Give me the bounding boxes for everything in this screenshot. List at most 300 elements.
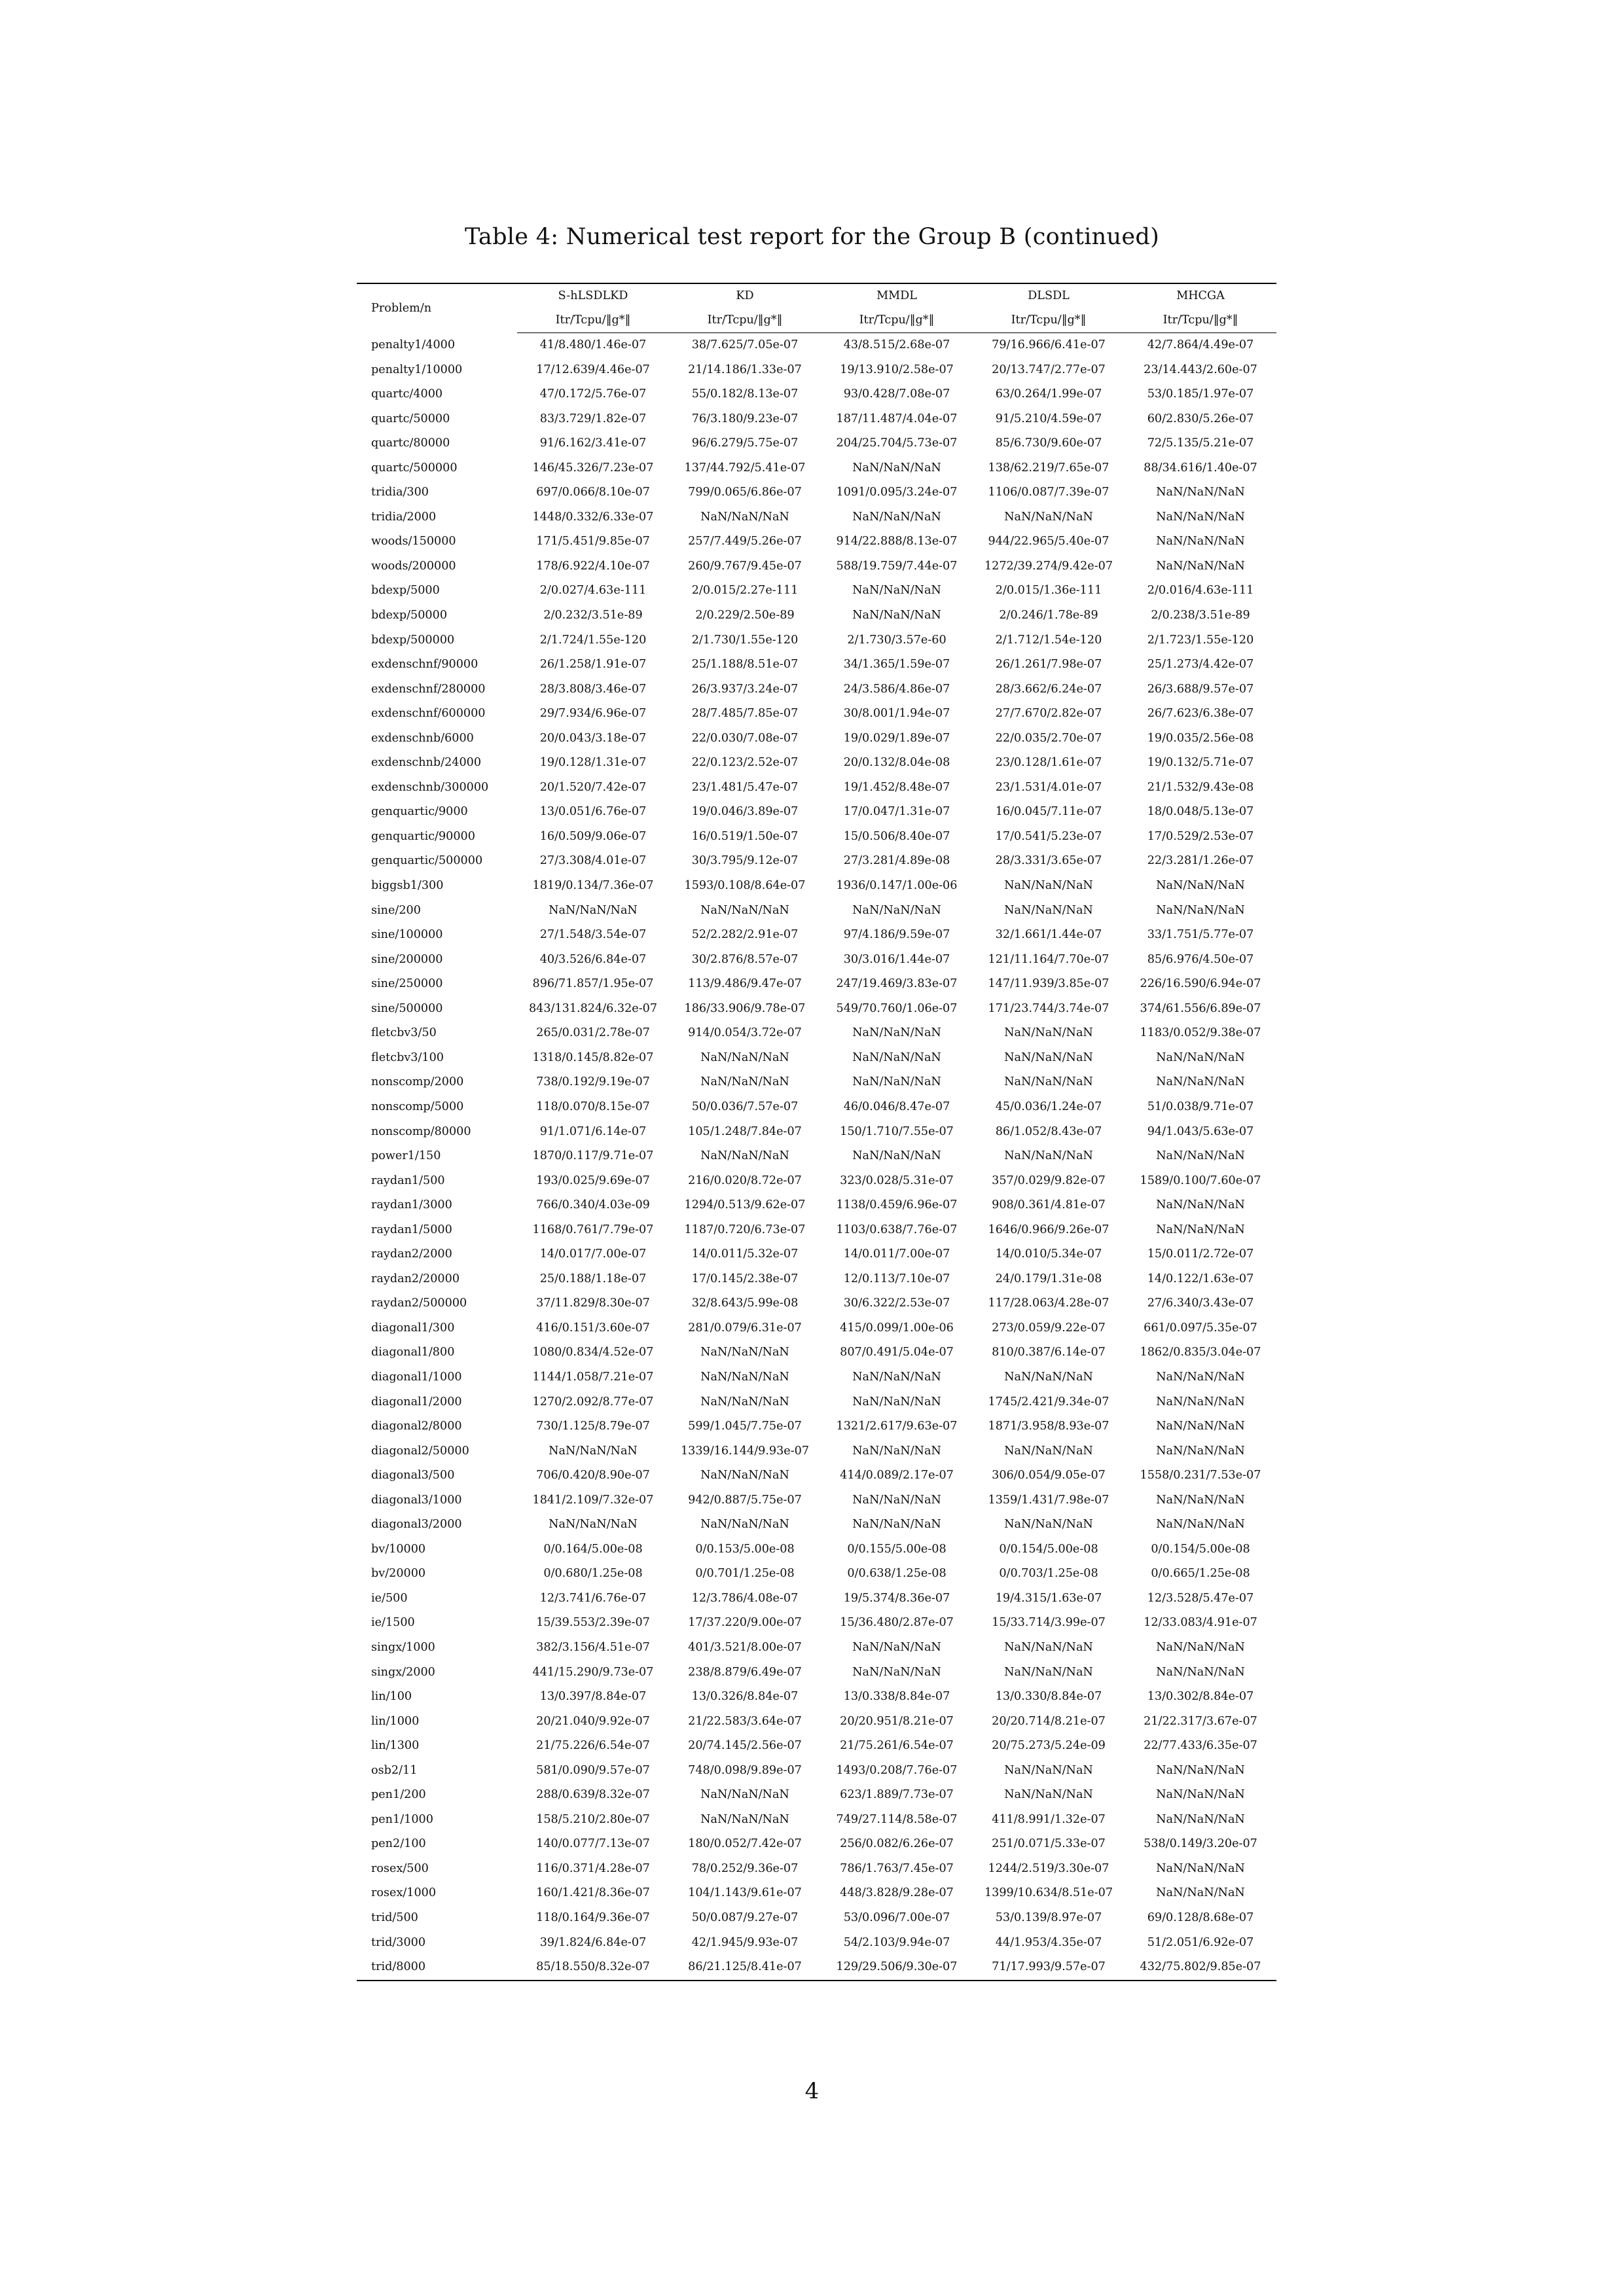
result-cell: 121/11.164/7.70e-07 bbox=[988, 952, 1110, 966]
result-cell: 20/75.273/5.24e-09 bbox=[992, 1739, 1106, 1753]
result-cell: 896/71.857/1.95e-07 bbox=[532, 977, 654, 991]
result-cell: 160/1.421/8.36e-07 bbox=[536, 1886, 650, 1900]
result-cell: 2/1.730/3.57e-60 bbox=[847, 633, 947, 647]
table-row bbox=[357, 358, 1276, 383]
result-cell: 171/23.744/3.74e-07 bbox=[988, 1001, 1110, 1015]
result-cell: 24/3.586/4.86e-07 bbox=[843, 682, 950, 696]
result-cell: 171/5.451/9.85e-07 bbox=[536, 535, 650, 548]
result-cell: 14/0.011/7.00e-07 bbox=[843, 1247, 950, 1261]
result-cell: NaN/NaN/NaN bbox=[1156, 1788, 1245, 1802]
result-cell: 441/15.290/9.73e-07 bbox=[532, 1665, 654, 1679]
table-row bbox=[357, 1414, 1276, 1439]
result-cell: 1359/1.431/7.98e-07 bbox=[988, 1493, 1110, 1507]
table-row bbox=[357, 1120, 1276, 1145]
result-cell: 2/0.016/4.63e-111 bbox=[1147, 584, 1254, 598]
result-cell: 60/2.830/5.26e-07 bbox=[1147, 412, 1254, 425]
problem-cell: raydan2/500000 bbox=[371, 1297, 467, 1310]
result-cell: 13/0.051/6.76e-07 bbox=[539, 805, 647, 819]
result-cell: 91/5.210/4.59e-07 bbox=[995, 412, 1102, 425]
result-cell: 1138/0.459/6.96e-07 bbox=[836, 1198, 958, 1212]
result-cell: 15/39.553/2.39e-07 bbox=[536, 1616, 650, 1630]
result-cell: 86/1.052/8.43e-07 bbox=[995, 1124, 1102, 1138]
result-cell: NaN/NaN/NaN bbox=[700, 1370, 789, 1384]
result-cell: 1936/0.147/1.00e-06 bbox=[836, 879, 958, 893]
table-row bbox=[357, 1242, 1276, 1267]
result-cell: 19/4.315/1.63e-07 bbox=[995, 1591, 1102, 1605]
result-cell: 22/0.035/2.70e-07 bbox=[995, 731, 1102, 745]
result-cell: 16/0.045/7.11e-07 bbox=[995, 805, 1102, 819]
result-cell: 374/61.556/6.89e-07 bbox=[1140, 1001, 1261, 1015]
method-header: MMDL bbox=[821, 283, 973, 308]
result-cell: NaN/NaN/NaN bbox=[1156, 1640, 1245, 1654]
method-header: DLSDL bbox=[973, 283, 1125, 308]
result-cell: 265/0.031/2.78e-07 bbox=[536, 1026, 650, 1040]
result-cell: NaN/NaN/NaN bbox=[852, 1395, 941, 1408]
problem-column-header: Problem/n bbox=[357, 283, 517, 333]
table-row bbox=[357, 825, 1276, 850]
result-cell: NaN/NaN/NaN bbox=[700, 1788, 789, 1802]
table-row bbox=[357, 480, 1276, 505]
result-cell: 19/1.452/8.48e-07 bbox=[843, 780, 950, 794]
result-cell: NaN/NaN/NaN bbox=[852, 1665, 941, 1679]
problem-cell: fletcbv3/100 bbox=[371, 1050, 444, 1064]
result-cell: 599/1.045/7.75e-07 bbox=[688, 1420, 802, 1433]
result-cell: 20/0.043/3.18e-07 bbox=[539, 731, 647, 745]
result-cell: 1321/2.617/9.63e-07 bbox=[836, 1420, 958, 1433]
result-cell: 23/14.443/2.60e-07 bbox=[1144, 363, 1257, 376]
result-cell: 401/3.521/8.00e-07 bbox=[688, 1640, 802, 1654]
result-cell: 113/9.486/9.47e-07 bbox=[688, 977, 802, 991]
result-cell: NaN/NaN/NaN bbox=[1156, 1149, 1245, 1163]
table-caption: Table 4: Numerical test report for the Group B (continued) bbox=[464, 224, 1160, 250]
result-cell: 251/0.071/5.33e-07 bbox=[992, 1837, 1106, 1851]
table-row bbox=[357, 554, 1276, 579]
table-row bbox=[357, 1193, 1276, 1218]
result-cell: NaN/NaN/NaN bbox=[549, 1444, 638, 1458]
result-cell: 1244/2.519/3.30e-07 bbox=[988, 1861, 1110, 1875]
result-cell: 16/0.509/9.06e-07 bbox=[539, 829, 647, 843]
problem-cell: lin/1000 bbox=[371, 1714, 420, 1728]
table-row bbox=[357, 1218, 1276, 1243]
problem-cell: lin/1300 bbox=[371, 1739, 420, 1753]
result-cell: NaN/NaN/NaN bbox=[1004, 1640, 1093, 1654]
problem-cell: ie/1500 bbox=[371, 1616, 415, 1630]
problem-cell: sine/200000 bbox=[371, 952, 443, 966]
result-cell: 17/37.220/9.00e-07 bbox=[688, 1616, 802, 1630]
result-cell: 0/0.154/5.00e-08 bbox=[999, 1542, 1098, 1556]
problem-cell: exdenschnb/300000 bbox=[371, 780, 489, 794]
result-cell: 1272/39.274/9.42e-07 bbox=[984, 559, 1113, 573]
problem-cell: raydan2/20000 bbox=[371, 1272, 460, 1285]
result-cell: 19/5.374/8.36e-07 bbox=[843, 1591, 950, 1605]
table-row bbox=[357, 1021, 1276, 1046]
result-cell: NaN/NaN/NaN bbox=[1156, 1861, 1245, 1875]
result-cell: 104/1.143/9.61e-07 bbox=[688, 1886, 802, 1900]
problem-cell: power1/150 bbox=[371, 1149, 441, 1163]
table-row bbox=[357, 1463, 1276, 1488]
table-row bbox=[357, 1316, 1276, 1341]
result-cell: 28/3.662/6.24e-07 bbox=[995, 682, 1102, 696]
result-cell: 85/6.976/4.50e-07 bbox=[1147, 952, 1254, 966]
table-row bbox=[357, 1340, 1276, 1365]
result-cell: NaN/NaN/NaN bbox=[700, 510, 789, 524]
result-cell: 323/0.028/5.31e-07 bbox=[840, 1174, 954, 1187]
table-row bbox=[357, 1734, 1276, 1759]
result-cell: 54/2.103/9.94e-07 bbox=[843, 1935, 950, 1949]
result-cell: 30/3.795/9.12e-07 bbox=[691, 854, 799, 868]
table-row bbox=[357, 1587, 1276, 1611]
result-cell: 538/0.149/3.20e-07 bbox=[1144, 1837, 1257, 1851]
problem-cell: fletcbv3/50 bbox=[371, 1026, 437, 1040]
result-cell: 20/1.520/7.42e-07 bbox=[539, 780, 647, 794]
problem-cell: penalty1/10000 bbox=[371, 363, 463, 376]
result-cell: 42/1.945/9.93e-07 bbox=[691, 1935, 799, 1949]
problem-cell: diagonal1/1000 bbox=[371, 1370, 462, 1384]
problem-cell: genquartic/90000 bbox=[371, 829, 475, 843]
result-cell: 63/0.264/1.99e-07 bbox=[995, 387, 1102, 401]
result-cell: NaN/NaN/NaN bbox=[1004, 1518, 1093, 1532]
result-cell: NaN/NaN/NaN bbox=[1004, 1444, 1093, 1458]
table-row bbox=[357, 529, 1276, 554]
result-cell: 34/1.365/1.59e-07 bbox=[843, 658, 950, 672]
result-cell: 2/0.015/1.36e-111 bbox=[995, 584, 1102, 598]
table-row bbox=[357, 382, 1276, 407]
method-header: S-hLSDLKD bbox=[517, 283, 669, 308]
result-cell: 20/21.040/9.92e-07 bbox=[536, 1714, 650, 1728]
problem-cell: bv/20000 bbox=[371, 1567, 426, 1581]
result-cell: 22/3.281/1.26e-07 bbox=[1147, 854, 1254, 868]
result-cell: 19/0.035/2.56e-08 bbox=[1147, 731, 1254, 745]
table-row bbox=[357, 1365, 1276, 1390]
result-cell: 1448/0.332/6.33e-07 bbox=[532, 510, 654, 524]
result-cell: 117/28.063/4.28e-07 bbox=[988, 1297, 1110, 1310]
result-cell: 27/3.281/4.89e-08 bbox=[843, 854, 950, 868]
result-cell: 20/74.145/2.56e-07 bbox=[688, 1739, 802, 1753]
result-cell: 810/0.387/6.14e-07 bbox=[992, 1346, 1106, 1359]
result-cell: 415/0.099/1.00e-06 bbox=[840, 1321, 954, 1335]
table-row bbox=[357, 948, 1276, 973]
result-cell: 22/77.433/6.35e-07 bbox=[1144, 1739, 1257, 1753]
result-cell: 105/1.248/7.84e-07 bbox=[688, 1124, 802, 1138]
result-cell: 24/0.179/1.31e-08 bbox=[995, 1272, 1102, 1285]
result-cell: 0/0.665/1.25e-08 bbox=[1151, 1567, 1250, 1581]
result-cell: 93/0.428/7.08e-07 bbox=[843, 387, 950, 401]
problem-cell: quartc/4000 bbox=[371, 387, 443, 401]
result-cell: 12/3.741/6.76e-07 bbox=[539, 1591, 647, 1605]
result-cell: 1144/1.058/7.21e-07 bbox=[532, 1370, 654, 1384]
result-cell: 32/1.661/1.44e-07 bbox=[995, 928, 1102, 942]
result-cell: 738/0.192/9.19e-07 bbox=[536, 1075, 650, 1089]
problem-cell: bv/10000 bbox=[371, 1542, 426, 1556]
result-cell: 13/0.326/8.84e-07 bbox=[691, 1690, 799, 1704]
result-cell: 706/0.420/8.90e-07 bbox=[536, 1469, 650, 1482]
table-row bbox=[357, 1931, 1276, 1956]
problem-cell: sine/200 bbox=[371, 903, 421, 917]
result-cell: NaN/NaN/NaN bbox=[1004, 1026, 1093, 1040]
result-cell: 1103/0.638/7.76e-07 bbox=[836, 1223, 958, 1236]
result-cell: NaN/NaN/NaN bbox=[1156, 1518, 1245, 1532]
table-row bbox=[357, 579, 1276, 603]
problem-cell: raydan2/2000 bbox=[371, 1247, 452, 1261]
table-row bbox=[357, 1144, 1276, 1169]
result-cell: NaN/NaN/NaN bbox=[852, 1493, 941, 1507]
results-table-container bbox=[357, 283, 1276, 1981]
result-cell: NaN/NaN/NaN bbox=[852, 903, 941, 917]
table-row bbox=[357, 1857, 1276, 1882]
result-cell: NaN/NaN/NaN bbox=[549, 1518, 638, 1532]
result-cell: 91/1.071/6.14e-07 bbox=[539, 1124, 647, 1138]
table-row bbox=[357, 407, 1276, 432]
result-cell: 55/0.182/8.13e-07 bbox=[691, 387, 799, 401]
table-row bbox=[357, 1636, 1276, 1660]
table-row bbox=[357, 628, 1276, 653]
result-cell: NaN/NaN/NaN bbox=[852, 1026, 941, 1040]
table-row bbox=[357, 800, 1276, 825]
metric-header: Itr/Tcpu/‖g*‖ bbox=[821, 308, 973, 333]
problem-cell: trid/3000 bbox=[371, 1935, 426, 1949]
result-cell: 382/3.156/4.51e-07 bbox=[536, 1640, 650, 1654]
problem-cell: quartc/500000 bbox=[371, 461, 458, 475]
result-cell: 766/0.340/4.03e-09 bbox=[536, 1198, 650, 1212]
result-cell: NaN/NaN/NaN bbox=[1156, 903, 1245, 917]
result-cell: 178/6.922/4.10e-07 bbox=[536, 559, 650, 573]
result-cell: 23/1.531/4.01e-07 bbox=[995, 780, 1102, 794]
table-body bbox=[357, 333, 1276, 1981]
result-cell: 1819/0.134/7.36e-07 bbox=[532, 879, 654, 893]
problem-cell: diagonal3/500 bbox=[371, 1469, 455, 1482]
result-cell: NaN/NaN/NaN bbox=[1156, 1050, 1245, 1064]
result-cell: 448/3.828/9.28e-07 bbox=[840, 1886, 954, 1900]
result-cell: NaN/NaN/NaN bbox=[700, 1346, 789, 1359]
result-cell: 257/7.449/5.26e-07 bbox=[688, 535, 802, 548]
result-cell: NaN/NaN/NaN bbox=[1156, 510, 1245, 524]
result-cell: 13/0.330/8.84e-07 bbox=[995, 1690, 1102, 1704]
result-cell: 118/0.164/9.36e-07 bbox=[536, 1911, 650, 1924]
result-cell: NaN/NaN/NaN bbox=[852, 461, 941, 475]
result-cell: NaN/NaN/NaN bbox=[1156, 1493, 1245, 1507]
result-cell: 12/3.528/5.47e-07 bbox=[1147, 1591, 1254, 1605]
result-cell: 46/0.046/8.47e-07 bbox=[843, 1100, 950, 1113]
result-cell: 914/22.888/8.13e-07 bbox=[836, 535, 958, 548]
result-cell: 0/0.153/5.00e-08 bbox=[695, 1542, 795, 1556]
table-row bbox=[357, 431, 1276, 456]
result-cell: NaN/NaN/NaN bbox=[1156, 1075, 1245, 1089]
table-row bbox=[357, 874, 1276, 899]
result-cell: 1091/0.095/3.24e-07 bbox=[836, 486, 958, 499]
result-cell: 288/0.639/8.32e-07 bbox=[536, 1788, 650, 1802]
result-cell: 19/0.029/1.89e-07 bbox=[843, 731, 950, 745]
result-cell: 137/44.792/5.41e-07 bbox=[684, 461, 806, 475]
metric-header: Itr/Tcpu/‖g*‖ bbox=[669, 308, 821, 333]
result-cell: 28/3.808/3.46e-07 bbox=[539, 682, 647, 696]
problem-cell: diagonal3/2000 bbox=[371, 1518, 462, 1532]
result-cell: 88/34.616/1.40e-07 bbox=[1144, 461, 1257, 475]
table-row bbox=[357, 1390, 1276, 1415]
result-cell: 0/0.701/1.25e-08 bbox=[695, 1567, 795, 1581]
table-row bbox=[357, 923, 1276, 948]
result-cell: 47/0.172/5.76e-07 bbox=[539, 387, 647, 401]
problem-cell: exdenschnf/600000 bbox=[371, 707, 486, 721]
problem-cell: trid/500 bbox=[371, 1911, 418, 1924]
problem-cell: nonscomp/5000 bbox=[371, 1100, 464, 1113]
problem-cell: rosex/1000 bbox=[371, 1886, 437, 1900]
result-cell: NaN/NaN/NaN bbox=[852, 1370, 941, 1384]
result-cell: 91/6.162/3.41e-07 bbox=[539, 437, 647, 450]
result-cell: NaN/NaN/NaN bbox=[852, 1518, 941, 1532]
metric-header: Itr/Tcpu/‖g*‖ bbox=[1125, 308, 1276, 333]
table-row bbox=[357, 1710, 1276, 1734]
result-cell: 27/6.340/3.43e-07 bbox=[1147, 1297, 1254, 1310]
problem-cell: singx/2000 bbox=[371, 1665, 435, 1679]
problem-cell: raydan1/5000 bbox=[371, 1223, 452, 1236]
result-cell: 40/3.526/6.84e-07 bbox=[539, 952, 647, 966]
metric-header: Itr/Tcpu/‖g*‖ bbox=[517, 308, 669, 333]
problem-cell: exdenschnb/24000 bbox=[371, 756, 482, 770]
problem-cell: penalty1/4000 bbox=[371, 338, 456, 351]
result-cell: 799/0.065/6.86e-07 bbox=[688, 486, 802, 499]
result-cell: 28/3.331/3.65e-07 bbox=[995, 854, 1102, 868]
result-cell: 38/7.625/7.05e-07 bbox=[691, 338, 799, 351]
result-cell: 2/0.232/3.51e-89 bbox=[543, 609, 643, 622]
result-cell: 661/0.097/5.35e-07 bbox=[1144, 1321, 1257, 1335]
table-row bbox=[357, 456, 1276, 481]
result-cell: NaN/NaN/NaN bbox=[852, 510, 941, 524]
result-cell: 306/0.054/9.05e-07 bbox=[992, 1469, 1106, 1482]
table-row bbox=[357, 333, 1276, 358]
method-header: KD bbox=[669, 283, 821, 308]
result-cell: 78/0.252/9.36e-07 bbox=[691, 1861, 799, 1875]
result-cell: NaN/NaN/NaN bbox=[1004, 1665, 1093, 1679]
result-cell: NaN/NaN/NaN bbox=[852, 1444, 941, 1458]
result-cell: NaN/NaN/NaN bbox=[1156, 1763, 1245, 1777]
result-cell: NaN/NaN/NaN bbox=[1156, 535, 1245, 548]
result-cell: 187/11.487/4.04e-07 bbox=[836, 412, 958, 425]
table-row bbox=[357, 1513, 1276, 1537]
table-row bbox=[357, 899, 1276, 924]
result-cell: 1745/2.421/9.34e-07 bbox=[988, 1395, 1110, 1408]
result-cell: 116/0.371/4.28e-07 bbox=[536, 1861, 650, 1875]
result-cell: 14/0.011/5.32e-07 bbox=[691, 1247, 799, 1261]
table-row bbox=[357, 1783, 1276, 1808]
result-cell: 15/0.011/2.72e-07 bbox=[1147, 1247, 1254, 1261]
result-cell: NaN/NaN/NaN bbox=[1156, 1444, 1245, 1458]
result-cell: 1871/3.958/8.93e-07 bbox=[988, 1420, 1110, 1433]
table-row bbox=[357, 1439, 1276, 1464]
result-cell: 0/0.155/5.00e-08 bbox=[847, 1542, 947, 1556]
result-cell: NaN/NaN/NaN bbox=[852, 584, 941, 598]
result-cell: 44/1.953/4.35e-07 bbox=[995, 1935, 1102, 1949]
result-cell: 357/0.029/9.82e-07 bbox=[992, 1174, 1106, 1187]
result-cell: 20/13.747/2.77e-07 bbox=[992, 363, 1106, 376]
result-cell: 2/0.238/3.51e-89 bbox=[1151, 609, 1250, 622]
result-cell: 12/0.113/7.10e-07 bbox=[843, 1272, 950, 1285]
result-cell: 2/0.015/2.27e-111 bbox=[691, 584, 799, 598]
result-cell: 50/0.087/9.27e-07 bbox=[691, 1911, 799, 1924]
result-cell: 85/18.550/8.32e-07 bbox=[517, 1955, 669, 1981]
result-cell: 697/0.066/8.10e-07 bbox=[536, 486, 650, 499]
result-cell: NaN/NaN/NaN bbox=[1004, 1788, 1093, 1802]
table-row bbox=[357, 1046, 1276, 1071]
problem-cell: raydan1/3000 bbox=[371, 1198, 452, 1212]
result-cell: 16/0.519/1.50e-07 bbox=[691, 829, 799, 843]
result-cell: 32/8.643/5.99e-08 bbox=[691, 1297, 799, 1310]
table-row bbox=[357, 1955, 1276, 1981]
result-cell: NaN/NaN/NaN bbox=[700, 1050, 789, 1064]
table-row bbox=[357, 1832, 1276, 1857]
problem-cell: nonscomp/2000 bbox=[371, 1075, 464, 1089]
result-cell: 549/70.760/1.06e-07 bbox=[836, 1001, 958, 1015]
table-row bbox=[357, 849, 1276, 874]
result-cell: 1399/10.634/8.51e-07 bbox=[984, 1886, 1113, 1900]
table-row bbox=[357, 1906, 1276, 1931]
result-cell: 20/20.714/8.21e-07 bbox=[992, 1714, 1106, 1728]
problem-cell: trid/8000 bbox=[357, 1955, 517, 1981]
result-cell: 193/0.025/9.69e-07 bbox=[536, 1174, 650, 1187]
result-cell: 1862/0.835/3.04e-07 bbox=[1140, 1346, 1261, 1359]
problem-cell: rosex/500 bbox=[371, 1861, 429, 1875]
result-cell: 17/0.145/2.38e-07 bbox=[691, 1272, 799, 1285]
result-cell: 26/1.258/1.91e-07 bbox=[539, 658, 647, 672]
result-cell: 19/13.910/2.58e-07 bbox=[840, 363, 954, 376]
result-cell: 247/19.469/3.83e-07 bbox=[836, 977, 958, 991]
result-cell: 20/0.132/8.04e-08 bbox=[843, 756, 950, 770]
result-cell: 13/0.338/8.84e-07 bbox=[843, 1690, 950, 1704]
result-cell: NaN/NaN/NaN bbox=[1156, 1420, 1245, 1433]
result-cell: 180/0.052/7.42e-07 bbox=[688, 1837, 802, 1851]
result-cell: 17/0.529/2.53e-07 bbox=[1147, 829, 1254, 843]
result-cell: 21/14.186/1.33e-07 bbox=[688, 363, 802, 376]
result-cell: 18/0.048/5.13e-07 bbox=[1147, 805, 1254, 819]
result-cell: 843/131.824/6.32e-07 bbox=[528, 1001, 658, 1015]
table-row bbox=[357, 1537, 1276, 1562]
result-cell: 1106/0.087/7.39e-07 bbox=[988, 486, 1110, 499]
result-cell: 2/1.730/1.55e-120 bbox=[691, 633, 799, 647]
result-cell: 39/1.824/6.84e-07 bbox=[539, 1935, 647, 1949]
result-cell: 273/0.059/9.22e-07 bbox=[992, 1321, 1106, 1335]
result-cell: 71/17.993/9.57e-07 bbox=[973, 1955, 1125, 1981]
table-row bbox=[357, 1685, 1276, 1710]
result-cell: 13/0.397/8.84e-07 bbox=[539, 1690, 647, 1704]
result-cell: 1270/2.092/8.77e-07 bbox=[532, 1395, 654, 1408]
result-cell: 21/75.261/6.54e-07 bbox=[840, 1739, 954, 1753]
result-cell: 15/0.506/8.40e-07 bbox=[843, 829, 950, 843]
result-cell: NaN/NaN/NaN bbox=[1004, 510, 1093, 524]
result-cell: 53/0.139/8.97e-07 bbox=[995, 1911, 1102, 1924]
result-cell: 29/7.934/6.96e-07 bbox=[539, 707, 647, 721]
result-cell: 730/1.125/8.79e-07 bbox=[536, 1420, 650, 1433]
problem-cell: diagonal1/2000 bbox=[371, 1395, 462, 1408]
result-cell: NaN/NaN/NaN bbox=[700, 903, 789, 917]
result-cell: NaN/NaN/NaN bbox=[1156, 1370, 1245, 1384]
result-cell: 1318/0.145/8.82e-07 bbox=[532, 1050, 654, 1064]
result-cell: 260/9.767/9.45e-07 bbox=[688, 559, 802, 573]
result-cell: NaN/NaN/NaN bbox=[852, 1075, 941, 1089]
problem-cell: diagonal2/8000 bbox=[371, 1420, 462, 1433]
result-cell: 1187/0.720/6.73e-07 bbox=[684, 1223, 806, 1236]
result-cell: 96/6.279/5.75e-07 bbox=[691, 437, 799, 450]
result-cell: 1593/0.108/8.64e-07 bbox=[684, 879, 806, 893]
result-cell: 0/0.164/5.00e-08 bbox=[543, 1542, 643, 1556]
result-cell: NaN/NaN/NaN bbox=[700, 1812, 789, 1826]
result-cell: NaN/NaN/NaN bbox=[700, 1075, 789, 1089]
result-cell: 69/0.128/8.68e-07 bbox=[1147, 1911, 1254, 1924]
table-row bbox=[357, 972, 1276, 997]
result-cell: 807/0.491/5.04e-07 bbox=[840, 1346, 954, 1359]
problem-cell: bdexp/50000 bbox=[371, 609, 448, 622]
result-cell: 30/3.016/1.44e-07 bbox=[843, 952, 950, 966]
result-cell: 204/25.704/5.73e-07 bbox=[836, 437, 958, 450]
result-cell: 914/0.054/3.72e-07 bbox=[688, 1026, 802, 1040]
